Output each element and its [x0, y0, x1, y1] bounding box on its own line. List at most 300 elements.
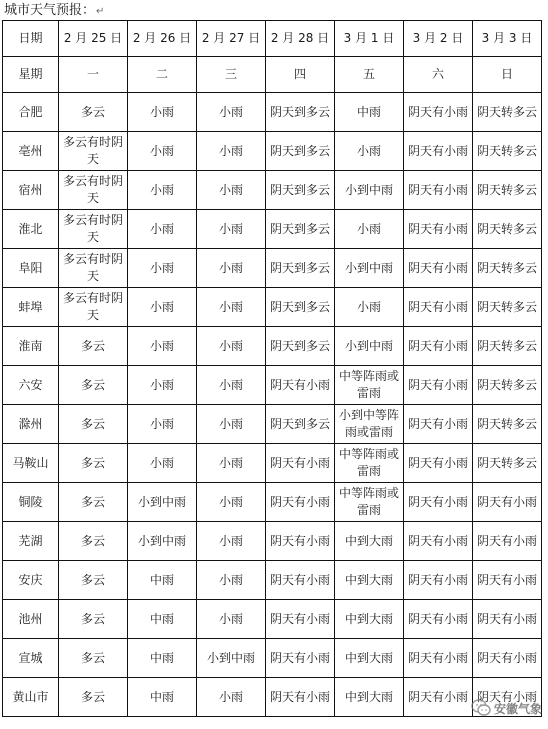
- weather-cell: [404, 132, 473, 171]
- table-row: [3, 639, 542, 678]
- weather-cell-text: 小雨: [149, 143, 174, 158]
- date-label-cell: [3, 21, 59, 57]
- table-row: [3, 327, 542, 366]
- weather-cell-text: 多云有时阴天: [63, 174, 124, 205]
- weather-cell-text: 阴天转多云: [477, 104, 538, 119]
- weather-cell: [335, 483, 404, 522]
- city-name-cell: [3, 639, 59, 678]
- weather-cell: [197, 288, 266, 327]
- weather-cell-text: 小到中雨: [344, 260, 393, 275]
- weather-cell-text: 小雨: [149, 416, 174, 431]
- table-row: [3, 93, 542, 132]
- weather-cell: [197, 405, 266, 444]
- city-name-cell: [3, 600, 59, 639]
- weather-cell: [335, 444, 404, 483]
- weather-cell: [473, 444, 542, 483]
- weather-cell: [59, 288, 128, 327]
- weather-cell: [128, 171, 197, 210]
- weather-cell: [266, 93, 335, 132]
- weather-cell-text: 小雨: [218, 104, 243, 119]
- weather-cell: [197, 210, 266, 249]
- weather-cell-text: 阴天有小雨: [408, 650, 469, 665]
- date-header-cell: [197, 21, 266, 57]
- weather-cell-text: 小雨: [218, 611, 243, 626]
- city-name-cell-text: 黄山市: [12, 689, 49, 704]
- weather-cell: [128, 522, 197, 561]
- weather-cell: [473, 132, 542, 171]
- weather-cell-text: 小雨: [149, 299, 174, 314]
- weather-cell: [266, 366, 335, 405]
- weather-cell-text: 阴天有小雨: [408, 143, 469, 158]
- weather-cell: [197, 639, 266, 678]
- table-row: [3, 288, 542, 327]
- weather-cell: [335, 327, 404, 366]
- weather-cell: [404, 366, 473, 405]
- weather-cell: [128, 132, 197, 171]
- city-name-cell-text: 铜陵: [18, 494, 43, 509]
- table-row: [3, 366, 542, 405]
- page-title: 城市天气预报：↵: [4, 3, 105, 18]
- date-header-cell-text: 3 月 3 日: [481, 31, 533, 45]
- weather-cell: [335, 288, 404, 327]
- date-header-cell: [266, 21, 335, 57]
- weather-cell: [335, 93, 404, 132]
- weather-cell: [197, 249, 266, 288]
- weather-cell-text: 阴天有小雨: [270, 494, 331, 509]
- city-name-cell: [3, 171, 59, 210]
- weather-cell-text: 多云有时阴天: [63, 291, 124, 322]
- weather-cell-text: 阴天有小雨: [477, 494, 538, 509]
- weather-cell-text: 阴天到多云: [270, 221, 331, 236]
- weather-cell: [404, 483, 473, 522]
- paragraph-mark: ↵: [96, 6, 105, 17]
- weather-cell: [473, 93, 542, 132]
- weather-cell: [266, 405, 335, 444]
- weather-cell-text: 阴天到多云: [270, 338, 331, 353]
- weather-cell-text: 阴天有小雨: [477, 650, 538, 665]
- weather-cell: [266, 639, 335, 678]
- weather-cell: [473, 249, 542, 288]
- city-name-cell-text: 淮北: [18, 221, 43, 236]
- city-name-cell: [3, 132, 59, 171]
- weather-cell: [128, 678, 197, 717]
- weather-cell: [473, 327, 542, 366]
- weekday-header-cell-text: 六: [431, 67, 444, 81]
- weekday-header-cell: [197, 57, 266, 93]
- weather-cell: [473, 366, 542, 405]
- weather-cell-text: 阴天转多云: [477, 221, 538, 236]
- weather-cell-text: 小雨: [356, 143, 381, 158]
- weather-cell: [335, 600, 404, 639]
- city-name-cell-text: 淮南: [18, 338, 43, 353]
- weather-cell: [335, 561, 404, 600]
- weather-cell: [197, 132, 266, 171]
- date-header-cell: [59, 21, 128, 57]
- table-row: [3, 171, 542, 210]
- table-row: [3, 249, 542, 288]
- weather-cell-text: 小到中雨: [206, 650, 255, 665]
- weather-cell: [404, 639, 473, 678]
- weather-cell: [128, 600, 197, 639]
- weather-cell-text: 小雨: [218, 572, 243, 587]
- weather-cell-text: 多云有时阴天: [63, 252, 124, 283]
- weather-cell-text: 阴天到多云: [270, 416, 331, 431]
- weather-cell: [404, 288, 473, 327]
- weather-cell: [59, 132, 128, 171]
- weather-cell: [59, 561, 128, 600]
- weather-cell-text: 阴天转多云: [477, 260, 538, 275]
- weather-cell: [404, 93, 473, 132]
- weather-cell: [473, 561, 542, 600]
- weather-cell-text: 阴天转多云: [477, 416, 538, 431]
- city-name-cell: [3, 483, 59, 522]
- weather-cell: [128, 444, 197, 483]
- table-row: [3, 132, 542, 171]
- weather-cell-text: 小到中雨: [344, 338, 393, 353]
- weather-cell-text: 中等阵雨或雷雨: [339, 447, 400, 478]
- weather-cell-text: 小雨: [218, 338, 243, 353]
- weather-cell: [59, 639, 128, 678]
- weekday-header-cell-text: 二: [155, 67, 168, 81]
- weather-cell-text: 阴天有小雨: [477, 533, 538, 548]
- weather-cell-text: 阴天有小雨: [408, 299, 469, 314]
- date-header-cell-text: 2 月 26 日: [132, 31, 192, 45]
- weather-cell: [128, 483, 197, 522]
- weather-cell-text: 中到大雨: [344, 650, 393, 665]
- weather-cell: [59, 93, 128, 132]
- weather-cell-text: 阴天有小雨: [408, 377, 469, 392]
- weather-cell: [128, 561, 197, 600]
- weather-cell: [197, 93, 266, 132]
- weather-cell: [197, 327, 266, 366]
- weather-cell: [335, 132, 404, 171]
- weather-cell-text: 阴天有小雨: [408, 221, 469, 236]
- weather-cell-text: 阴天到多云: [270, 104, 331, 119]
- date-header-cell-text: 3 月 1 日: [343, 31, 395, 45]
- weather-cell-text: 阴天有小雨: [408, 338, 469, 353]
- weather-cell-text: 小雨: [218, 689, 243, 704]
- weather-cell: [266, 327, 335, 366]
- weather-cell-text: 小雨: [149, 182, 174, 197]
- weather-cell-text: 小雨: [218, 221, 243, 236]
- weather-cell-text: 阴天到多云: [270, 182, 331, 197]
- weather-cell-text: 小雨: [149, 221, 174, 236]
- city-name-cell: [3, 366, 59, 405]
- weather-cell: [59, 249, 128, 288]
- weather-cell-text: 阴天转多云: [477, 143, 538, 158]
- weather-cell-text: 阴天有小雨: [477, 572, 538, 587]
- weather-cell-text: 阴天有小雨: [270, 650, 331, 665]
- weather-cell-text: 阴天有小雨: [408, 611, 469, 626]
- weather-cell-text: 多云: [80, 416, 105, 431]
- city-name-cell: [3, 249, 59, 288]
- weather-cell: [197, 366, 266, 405]
- weather-cell-text: 阴天转多云: [477, 455, 538, 470]
- city-name-cell-text: 马鞍山: [12, 455, 49, 470]
- weather-cell-text: 小到中雨: [137, 533, 186, 548]
- city-name-cell-text: 阜阳: [18, 260, 43, 275]
- weekday-header-cell: [473, 57, 542, 93]
- weather-cell: [473, 288, 542, 327]
- weather-cell: [335, 639, 404, 678]
- weather-cell-text: 多云: [80, 572, 105, 587]
- table-row: [3, 405, 542, 444]
- weekday-header-cell: [404, 57, 473, 93]
- weather-cell-text: 阴天到多云: [270, 299, 331, 314]
- date-header-cell-text: 2 月 27 日: [201, 31, 261, 45]
- weather-cell-text: 多云: [80, 455, 105, 470]
- weather-cell: [335, 405, 404, 444]
- weather-cell-text: 多云有时阴天: [63, 213, 124, 244]
- weather-cell: [404, 210, 473, 249]
- weather-cell-text: 小雨: [218, 494, 243, 509]
- weather-cell: [266, 171, 335, 210]
- weather-cell: [266, 444, 335, 483]
- weather-cell: [128, 210, 197, 249]
- weekday-header-cell-text: 日: [500, 67, 513, 81]
- weather-cell-text: 中雨: [149, 572, 174, 587]
- weather-cell-text: 中到大雨: [344, 611, 393, 626]
- city-name-cell: [3, 444, 59, 483]
- weekday-header-cell: [128, 57, 197, 93]
- city-name-cell: [3, 561, 59, 600]
- header-date-row: [3, 21, 542, 57]
- weekday-label-cell-text: 星期: [18, 67, 43, 81]
- table-row: [3, 678, 542, 717]
- weather-cell-text: 中等阵雨或雷雨: [339, 486, 400, 517]
- date-header-cell: [473, 21, 542, 57]
- weather-cell: [473, 600, 542, 639]
- weather-cell-text: 多云: [80, 377, 105, 392]
- weather-cell-text: 多云: [80, 338, 105, 353]
- weekday-header-cell-text: 四: [293, 67, 306, 81]
- weather-cell-text: 小雨: [218, 533, 243, 548]
- city-name-cell: [3, 678, 59, 717]
- city-name-cell-text: 池州: [18, 611, 43, 626]
- weather-cell: [197, 444, 266, 483]
- weather-cell-text: 阴天转多云: [477, 182, 538, 197]
- weather-cell: [335, 366, 404, 405]
- city-name-cell-text: 合肥: [18, 104, 43, 119]
- weather-cell-text: 小雨: [218, 260, 243, 275]
- weather-cell-text: 小雨: [149, 377, 174, 392]
- weather-cell-text: 小雨: [218, 377, 243, 392]
- weather-cell: [197, 522, 266, 561]
- weekday-header-cell-text: 一: [86, 67, 99, 81]
- weather-cell-text: 小雨: [149, 455, 174, 470]
- weather-cell-text: 小雨: [218, 299, 243, 314]
- weather-cell-text: 中雨: [149, 650, 174, 665]
- weather-cell-text: 阴天有小雨: [270, 377, 331, 392]
- weather-cell-text: 多云: [80, 533, 105, 548]
- weather-cell-text: 阴天到多云: [270, 143, 331, 158]
- weather-cell: [128, 366, 197, 405]
- table-row: [3, 600, 542, 639]
- weather-cell: [404, 405, 473, 444]
- weather-cell-text: 阴天有小雨: [270, 611, 331, 626]
- weather-cell: [473, 171, 542, 210]
- weather-cell: [335, 210, 404, 249]
- weather-cell: [473, 210, 542, 249]
- weather-cell: [59, 366, 128, 405]
- weather-cell: [128, 288, 197, 327]
- weather-cell: [59, 405, 128, 444]
- weather-cell: [197, 171, 266, 210]
- weather-cell-text: 阴天有小雨: [408, 494, 469, 509]
- weather-cell-text: 小到中雨: [137, 494, 186, 509]
- weather-cell: [335, 249, 404, 288]
- weather-cell-text: 多云: [80, 689, 105, 704]
- weather-cell-text: 阴天转多云: [477, 299, 538, 314]
- weather-cell: [266, 600, 335, 639]
- date-header-cell-text: 2 月 25 日: [63, 31, 123, 45]
- weather-cell-text: 中等阵雨或雷雨: [339, 369, 400, 400]
- weather-cell-text: 阴天有小雨: [477, 611, 538, 626]
- weather-cell: [266, 210, 335, 249]
- weather-cell-text: 小雨: [218, 143, 243, 158]
- header-weekday-row: [3, 57, 542, 93]
- city-name-cell-text: 宣城: [18, 650, 43, 665]
- weather-cell-text: 阴天有小雨: [408, 182, 469, 197]
- weather-cell-text: 阴天有小雨: [408, 416, 469, 431]
- weekday-header-cell: [266, 57, 335, 93]
- weather-cell-text: 阴天有小雨: [408, 104, 469, 119]
- city-name-cell: [3, 93, 59, 132]
- weather-cell-text: 阴天有小雨: [477, 689, 538, 704]
- table-row: [3, 561, 542, 600]
- table-row: [3, 444, 542, 483]
- weather-cell: [266, 561, 335, 600]
- weather-cell: [59, 444, 128, 483]
- weather-cell-text: 小雨: [218, 455, 243, 470]
- city-name-cell-text: 宿州: [18, 182, 43, 197]
- weather-cell: [128, 327, 197, 366]
- weather-cell-text: 阴天有小雨: [408, 572, 469, 587]
- city-name-cell-text: 芜湖: [18, 533, 43, 548]
- wechat-icon: [471, 699, 491, 717]
- city-name-cell: [3, 288, 59, 327]
- weather-cell: [473, 639, 542, 678]
- table-row: [3, 522, 542, 561]
- table-row: [3, 483, 542, 522]
- city-name-cell-text: 滁州: [18, 416, 43, 431]
- weather-cell: [128, 639, 197, 678]
- weather-cell: [197, 678, 266, 717]
- weather-cell: [266, 678, 335, 717]
- weather-cell-text: 多云: [80, 611, 105, 626]
- weather-cell: [473, 522, 542, 561]
- weather-cell: [59, 600, 128, 639]
- weather-cell-text: 中雨: [149, 689, 174, 704]
- weather-cell-text: 小雨: [218, 416, 243, 431]
- weather-cell-text: 阴天到多云: [270, 260, 331, 275]
- weather-cell-text: 阴天有小雨: [270, 455, 331, 470]
- weather-cell-text: 阴天有小雨: [270, 572, 331, 587]
- city-name-cell-text: 安庆: [18, 572, 43, 587]
- weather-cell-text: 中到大雨: [344, 572, 393, 587]
- weather-cell: [197, 483, 266, 522]
- weather-cell-text: 阴天有小雨: [408, 260, 469, 275]
- table-row: [3, 210, 542, 249]
- city-name-cell-text: 六安: [18, 377, 43, 392]
- weather-cell-text: 多云: [80, 104, 105, 119]
- date-header-cell: [404, 21, 473, 57]
- city-name-cell: [3, 210, 59, 249]
- weather-cell-text: 阴天有小雨: [270, 533, 331, 548]
- city-name-cell-text: 亳州: [18, 143, 43, 158]
- weather-cell: [473, 483, 542, 522]
- weather-cell-text: 中到大雨: [344, 689, 393, 704]
- city-name-cell-text: 蚌埠: [18, 299, 43, 314]
- watermark: [471, 697, 542, 719]
- weather-cell: [266, 483, 335, 522]
- weather-cell-text: 小雨: [149, 338, 174, 353]
- weather-cell-text: 阴天有小雨: [270, 689, 331, 704]
- weather-cell: [404, 327, 473, 366]
- weather-cell: [473, 405, 542, 444]
- weather-cell: [335, 522, 404, 561]
- weather-cell-text: 阴天有小雨: [408, 533, 469, 548]
- weather-cell: [404, 171, 473, 210]
- weekday-label-cell: [3, 57, 59, 93]
- weather-cell-text: 小雨: [218, 182, 243, 197]
- weekday-header-cell: [59, 57, 128, 93]
- weather-cell-text: 中雨: [356, 104, 381, 119]
- weather-cell: [404, 522, 473, 561]
- weekday-header-cell-text: 五: [362, 67, 375, 81]
- weather-cell: [59, 327, 128, 366]
- weekday-header-cell-text: 三: [224, 67, 237, 81]
- weather-cell-text: 小雨: [149, 104, 174, 119]
- weather-cell: [197, 600, 266, 639]
- weather-cell: [335, 678, 404, 717]
- weather-cell: [59, 210, 128, 249]
- watermark-text: 安徽气象: [493, 701, 542, 716]
- weather-cell-text: 小雨: [356, 221, 381, 236]
- weather-cell-text: 阴天转多云: [477, 377, 538, 392]
- weather-cell: [404, 561, 473, 600]
- city-name-cell: [3, 327, 59, 366]
- weather-cell-text: 中到大雨: [344, 533, 393, 548]
- weather-cell-text: 多云: [80, 494, 105, 509]
- weather-cell: [404, 678, 473, 717]
- weather-cell-text: 阴天有小雨: [408, 455, 469, 470]
- date-header-cell-text: 2 月 28 日: [270, 31, 330, 45]
- weather-cell: [59, 483, 128, 522]
- city-name-cell: [3, 405, 59, 444]
- weather-cell: [335, 171, 404, 210]
- weather-cell-text: 阴天转多云: [477, 338, 538, 353]
- weather-cell-text: 小到中雨: [344, 182, 393, 197]
- weather-cell: [59, 171, 128, 210]
- weather-cell: [128, 405, 197, 444]
- weather-cell-text: 中雨: [149, 611, 174, 626]
- forecast-table: [2, 20, 542, 717]
- weather-cell: [404, 249, 473, 288]
- weather-cell-text: 多云: [80, 650, 105, 665]
- weather-cell-text: 阴天有小雨: [408, 689, 469, 704]
- weather-cell: [128, 93, 197, 132]
- weather-cell: [266, 522, 335, 561]
- weather-cell-text: 小雨: [356, 299, 381, 314]
- weather-cell: [59, 678, 128, 717]
- weather-cell: [197, 561, 266, 600]
- weather-cell: [266, 132, 335, 171]
- weekday-header-cell: [335, 57, 404, 93]
- city-name-cell: [3, 522, 59, 561]
- weather-cell: [266, 288, 335, 327]
- date-header-cell: [128, 21, 197, 57]
